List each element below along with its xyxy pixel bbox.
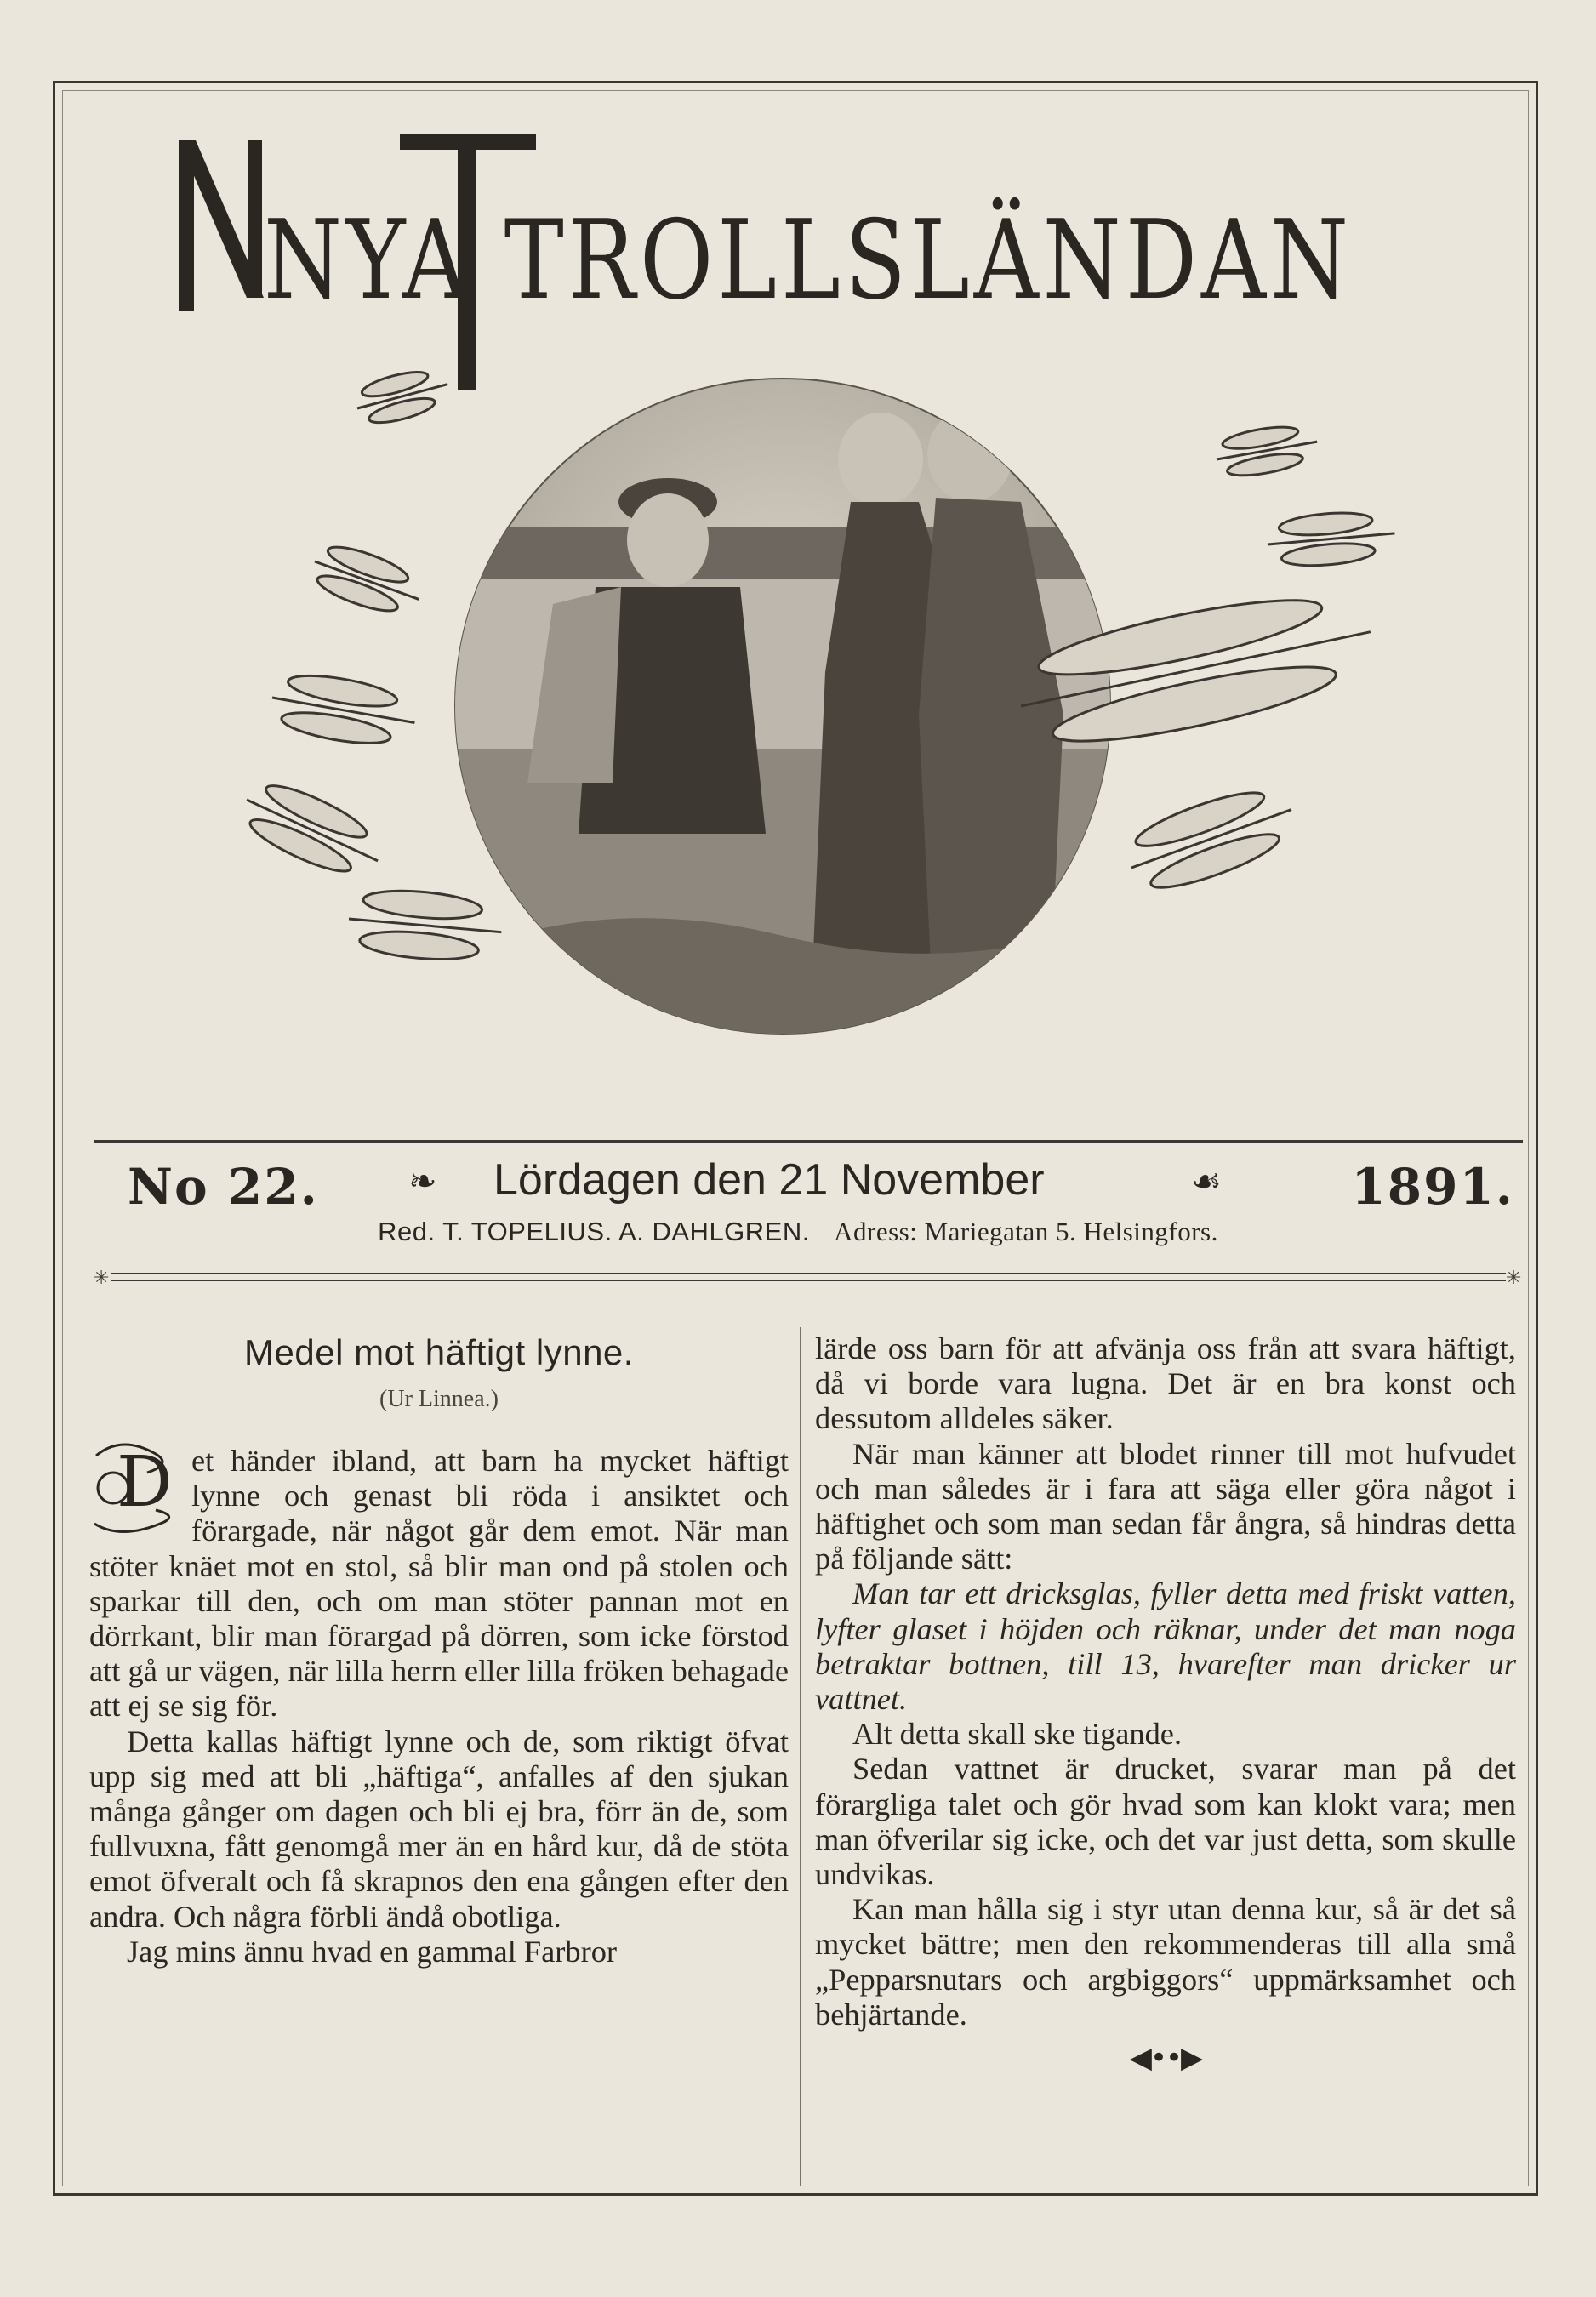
paragraph-2: Detta kallas häftigt lynne och de, som riktigt öfvat upp sig med att bli „häftiga“, anfalles af den sjukan många gånger om dagen och bli ej bra, förr än de, som fullvuxna, fått genomgå mer än en hård kur, då de stöta emot öfveralt och få skrapnos den ena gången efter den andra. Och några förbli ändå obotliga. — [89, 1724, 789, 1934]
paragraph-4: lärde oss barn för att afvänja oss från att svara häftigt, då vi borde vara lugna. Det är en bra konst och dessutom alldeles säker. — [815, 1331, 1516, 1436]
ornament-right-icon: ☙ — [1191, 1162, 1222, 1200]
paragraph-8: Sedan vattnet är drucket, svarar man på det förargliga talet och gör hvad som kan klokt vara; men man öfverilar sig icke, och det var just detta, som skulle undvikas. — [815, 1752, 1516, 1892]
column-divider — [800, 1327, 801, 2186]
paragraph-3: Jag mins ännu hvad en gammal Farbror — [127, 1934, 618, 1969]
issue-line — [94, 1140, 1523, 1216]
paragraph-5: När man känner att blodet rinner till mot hufvudet och man således är i fara att säga eller göra något i häftighet och som man sedan får ångra, så hindras detta på följande sätt: — [815, 1436, 1516, 1576]
dropcap-letter: D — [117, 1442, 173, 1523]
decorative-rule — [94, 1268, 1523, 1289]
article-source: (Ur Linnea.) — [379, 1386, 499, 1412]
vignette-illustration — [102, 306, 1463, 1080]
masthead-title: NYA TROLLSLÄNDAN — [264, 197, 1353, 324]
issue-date: Lördagen den 21 November — [493, 1155, 1045, 1205]
article-title: Medel mot häftigt lynne. — [244, 1332, 634, 1372]
paragraph-9: Kan man hålla sig i styr utan denna kur, så är det så mycket bättre; men den rekommenderas till alla små „Pepparsnutars och argbiggors“ uppmärksamhet och behjärtande. — [815, 1892, 1516, 2032]
masthead — [85, 128, 1361, 332]
issue-year: 1891. — [1351, 1158, 1514, 1216]
paragraph-6: Man tar ett dricksglas, fyller detta med friskt vatten, lyfter glaset i höjden och räknar, under det man noga betraktar bottnen, till 13, hvarefter man dricker ur vattnet. — [815, 1576, 1516, 1717]
paragraph-7: Alt detta skall ske tigande. — [852, 1717, 1183, 1752]
article-right-column — [815, 1331, 1516, 2076]
end-ornament-icon: ◀••▶ — [1129, 2041, 1202, 2076]
editors-names: Red. T. TOPELIUS. A. DAHLGREN. — [378, 1217, 810, 1246]
article-left-column — [89, 1331, 789, 1969]
editors-line — [0, 1217, 1596, 1247]
cover-illustration — [102, 306, 1463, 1080]
dropcap-ornament — [88, 1439, 183, 1539]
paragraph-1: et händer ibland, att barn ha mycket häftigt lynne och genast bli röda i ansiktet och förargade, när något går dem emot. När man stöter knäet mot en stol, så blir man ond på stolen och sparkar till den, och om man stöter pannan mot en dörrkant, blir man förargad på dörren, som icke förstod att gå ur vägen, när lilla herrn eller lilla fröken behagade att ej se sig för. — [89, 1444, 789, 1724]
editors-address: Adress: Mariegatan 5. Helsingfors. — [834, 1217, 1218, 1246]
svg-text:✳: ✳ — [1506, 1268, 1522, 1289]
issue-number: No 22. — [128, 1158, 319, 1216]
svg-text:✳: ✳ — [94, 1268, 110, 1289]
ornament-left-icon: ❧ — [408, 1162, 437, 1200]
